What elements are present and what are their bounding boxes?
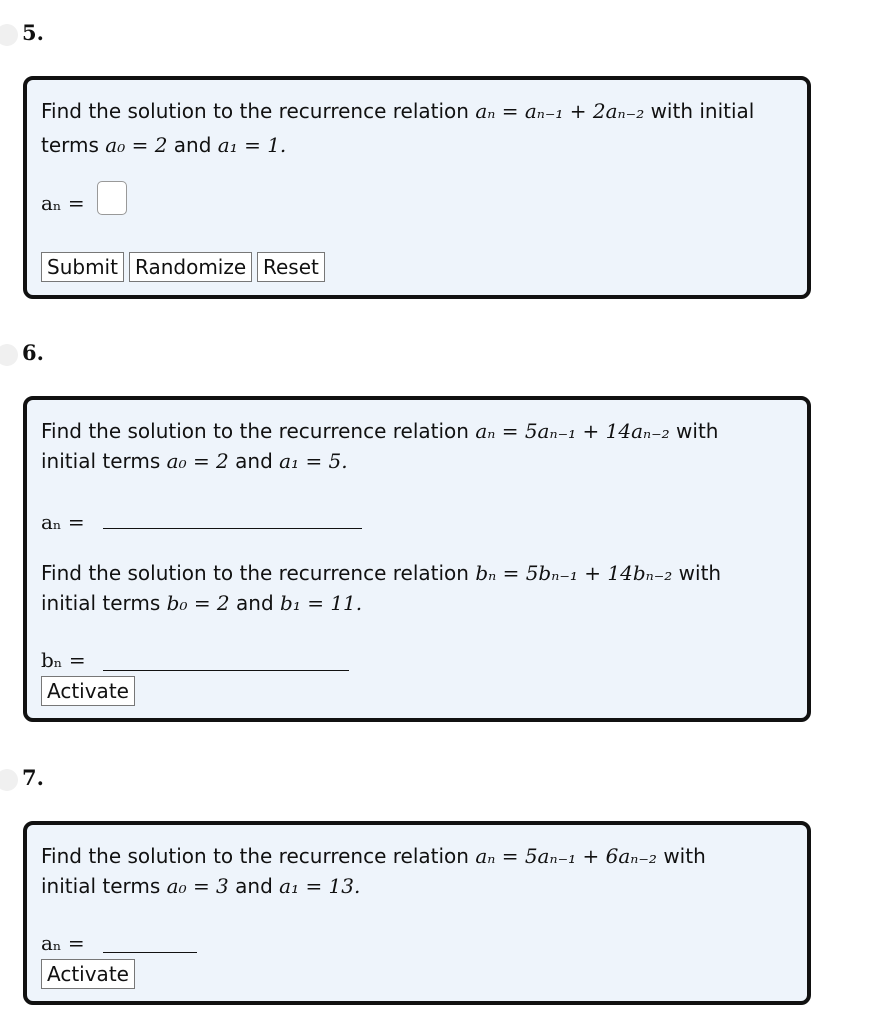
q5-relation: aₙ = aₙ₋₁ + 2aₙ₋₂: [475, 99, 645, 123]
q5-answer-input[interactable]: [97, 181, 127, 215]
question-marker-icon: [0, 24, 18, 46]
q6-prompt-b-line-1: Find the solution to the recurrence relation bₙ = 5bₙ₋₁ + 14bₙ₋₂ with: [41, 561, 722, 585]
question-card-6: [23, 396, 811, 722]
q6-initial-b1: b₁ = 11.: [280, 591, 363, 615]
question-marker-icon: [0, 344, 18, 366]
q6-prompt-a-line-2: initial terms a₀ = 2 and a₁ = 5.: [41, 449, 348, 473]
q7-answer-label: aₙ =: [41, 931, 85, 955]
q6-answer-b-label: bₙ =: [41, 648, 86, 672]
q7-answer-blank[interactable]: [103, 952, 197, 953]
question-card-5: [23, 76, 811, 299]
q7-initial-a0: a₀ = 3: [166, 874, 229, 898]
q6-relation-a: aₙ = 5aₙ₋₁ + 14aₙ₋₂: [475, 419, 670, 443]
q5-prompt-line-1: Find the solution to the recurrence relation aₙ = aₙ₋₁ + 2aₙ₋₂ with initial: [41, 99, 755, 123]
q5-initial-a1: a₁ = 1.: [217, 133, 287, 157]
q6-initial-a1: a₁ = 5.: [279, 449, 348, 473]
randomize-button[interactable]: Randomize: [129, 252, 252, 282]
question-marker-icon: [0, 769, 18, 791]
q6-answer-a-label: aₙ =: [41, 510, 85, 534]
question-card-7: [23, 821, 811, 1005]
question-number-5: 5.: [22, 20, 44, 45]
q6-relation-b: bₙ = 5bₙ₋₁ + 14bₙ₋₂: [475, 561, 673, 585]
submit-button[interactable]: Submit: [41, 252, 124, 282]
question-number-6: 6.: [22, 340, 44, 365]
q6-answer-b-blank[interactable]: [103, 670, 349, 671]
q6-initial-a0: a₀ = 2: [166, 449, 229, 473]
reset-button[interactable]: Reset: [257, 252, 325, 282]
q6-prompt-a-line-1: Find the solution to the recurrence relation aₙ = 5aₙ₋₁ + 14aₙ₋₂ with: [41, 419, 719, 443]
activate-button[interactable]: Activate: [41, 959, 135, 989]
q5-answer-label: aₙ =: [41, 191, 85, 215]
q6-prompt-b-line-2: initial terms b₀ = 2 and b₁ = 11.: [41, 591, 363, 615]
q5-initial-a0: a₀ = 2: [105, 133, 168, 157]
q7-relation: aₙ = 5aₙ₋₁ + 6aₙ₋₂: [475, 844, 657, 868]
activate-button[interactable]: Activate: [41, 676, 135, 706]
q7-prompt-line-2: initial terms a₀ = 3 and a₁ = 13.: [41, 874, 361, 898]
q6-answer-a-blank[interactable]: [103, 528, 362, 529]
q6-initial-b0: b₀ = 2: [166, 591, 230, 615]
question-number-7: 7.: [22, 765, 44, 790]
q7-prompt-line-1: Find the solution to the recurrence relation aₙ = 5aₙ₋₁ + 6aₙ₋₂ with: [41, 844, 706, 868]
q7-initial-a1: a₁ = 13.: [279, 874, 361, 898]
q5-prompt-line-2: terms a₀ = 2 and a₁ = 1.: [41, 133, 287, 157]
